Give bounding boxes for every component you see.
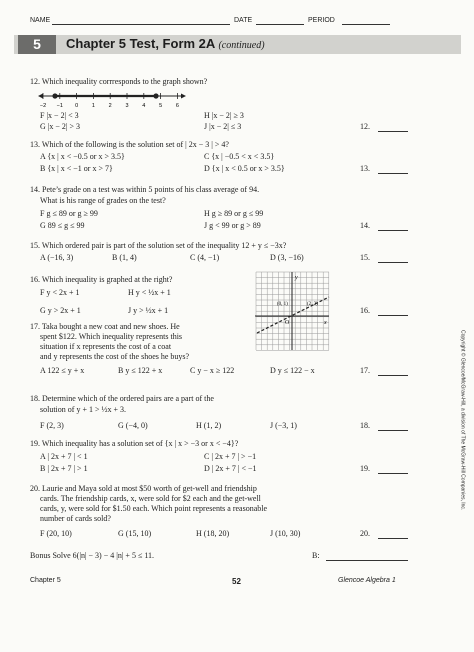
- tick-label: 6: [175, 103, 179, 109]
- copyright-note: Copyright © Glencoe/McGraw-Hill, a division of The McGraw-Hill Companies, Inc.: [459, 330, 465, 511]
- q20-option-j[interactable]: J (10, 30): [270, 529, 301, 538]
- q15-option-d[interactable]: D (3, −16): [270, 253, 304, 262]
- q20-option-g[interactable]: G (15, 10): [118, 529, 152, 538]
- q17-option-c[interactable]: C y − x ≥ 122: [190, 366, 235, 375]
- boundary-line: [257, 297, 329, 333]
- q15-option-c[interactable]: C (4, −1): [190, 253, 220, 262]
- date-label: DATE: [234, 17, 253, 24]
- q16-option-h[interactable]: H y < ½x + 1: [128, 288, 171, 297]
- endpoint-left: [52, 93, 57, 98]
- q19-option-a[interactable]: A | 2x + 7 | < 1: [40, 452, 88, 461]
- q19-option-c[interactable]: C | 2x + 7 | > −1: [204, 452, 257, 461]
- endpoint-right: [153, 93, 158, 98]
- q12-answer-label: 12.: [360, 122, 370, 131]
- q17-stem-4: and y represents the cost of the shoes he buys?: [40, 352, 190, 361]
- q15-answer-label: 15.: [360, 253, 370, 262]
- q16-stem: 16. Which inequality is graphed at the right?: [30, 275, 173, 284]
- q15-answer-blank[interactable]: [378, 262, 408, 263]
- q17-option-d[interactable]: D y ≤ 122 − x: [270, 366, 315, 375]
- q18-stem-2: solution of y + 1 > ½x + 3.: [40, 405, 126, 414]
- footer-chapter: Chapter 5: [30, 577, 61, 584]
- q20-stem-1: 20. Laurie and Maya sold at most $50 worth of get-well and friendship: [30, 484, 257, 493]
- q12-number-line: [38, 89, 188, 109]
- tick-label: −1: [56, 103, 63, 109]
- q20-option-f[interactable]: F (20, 10): [40, 529, 72, 538]
- bonus-answer-blank[interactable]: [326, 560, 408, 561]
- q14-option-g[interactable]: G 89 ≤ g ≤ 99: [40, 221, 85, 230]
- q16-option-j[interactable]: J y > ½x + 1: [128, 306, 169, 315]
- q20-option-h[interactable]: H (18, 20): [196, 529, 230, 538]
- q19-answer-blank[interactable]: [378, 473, 408, 474]
- q16-answer-blank[interactable]: [378, 315, 408, 316]
- q20-stem-2: cards. The friendship cards, x, were sold for $2 each and the get-well: [40, 494, 261, 503]
- q13-answer-blank[interactable]: [378, 173, 408, 174]
- tick-label: −2: [39, 103, 47, 109]
- q18-answer-blank[interactable]: [378, 430, 408, 431]
- q14-option-j[interactable]: J g < 99 or g > 89: [204, 221, 261, 230]
- q19-answer-label: 19.: [360, 464, 370, 473]
- name-line: [52, 24, 230, 25]
- q19-option-d[interactable]: D | 2x + 7 | < −1: [204, 464, 257, 473]
- q14-stem-1: 14. Pete’s grade on a test was within 5 points of his class average of 94.: [30, 185, 260, 194]
- q13-option-c[interactable]: C {x | −0.5 < x < 3.5}: [204, 152, 275, 161]
- period-label: PERIOD: [308, 17, 335, 24]
- q12-option-h[interactable]: H |x − 2| ≥ 3: [204, 111, 244, 120]
- q16-graph: [253, 270, 331, 352]
- q14-answer-label: 14.: [360, 221, 370, 230]
- q16-answer-label: 16.: [360, 306, 370, 315]
- q15-stem: 15. Which ordered pair is part of the solution set of the inequality 12 + y ≤ −3x?: [30, 241, 287, 250]
- q18-option-g[interactable]: G (−4, 0): [118, 421, 148, 430]
- bonus-answer-label: B:: [312, 551, 320, 560]
- tick-label: 2: [108, 103, 112, 109]
- name-label: NAME: [30, 17, 51, 24]
- period-line: [342, 24, 390, 25]
- tick-label: 1: [91, 103, 95, 109]
- q18-option-j[interactable]: J (−3, 1): [270, 421, 297, 430]
- q17-stem-3: situation if x represents the cost of a coat: [40, 342, 172, 351]
- q17-option-a[interactable]: A 122 ≤ y + x: [40, 366, 85, 375]
- q12-option-g[interactable]: G |x − 2| > 3: [40, 122, 81, 131]
- q18-option-f[interactable]: F (2, 3): [40, 421, 64, 430]
- q17-option-b[interactable]: B y ≤ 122 + x: [118, 366, 163, 375]
- tick-label: 3: [125, 103, 129, 109]
- page-number: 52: [232, 577, 241, 586]
- q20-answer-label: 20.: [360, 529, 370, 538]
- q16-option-g[interactable]: G y > 2x + 1: [40, 306, 81, 315]
- q17-stem-2: spent $122. Which inequality represents this: [40, 332, 183, 341]
- q14-answer-blank[interactable]: [378, 230, 408, 231]
- q19-option-b[interactable]: B | 2x + 7 | > 1: [40, 464, 88, 473]
- q20-stem-4: number of cards sold?: [40, 514, 111, 523]
- q15-option-b[interactable]: B (1, 4): [112, 253, 137, 262]
- q14-option-h[interactable]: H g ≥ 89 or g ≤ 99: [204, 209, 264, 218]
- q19-stem: 19. Which inequality has a solution set of {x | x > −3 or x < −4}?: [30, 439, 239, 448]
- q12-answer-blank[interactable]: [378, 131, 408, 132]
- q18-stem-1: 18. Determine which of the ordered pairs are a part of the: [30, 394, 214, 403]
- q18-answer-label: 18.: [360, 421, 370, 430]
- q20-answer-blank[interactable]: [378, 538, 408, 539]
- q12-stem: 12. Which inequality corrresponds to the graph shown?: [30, 77, 208, 86]
- tick-label: 0: [75, 103, 79, 109]
- footer-book: Glencoe Algebra 1: [338, 577, 396, 584]
- q13-answer-label: 13.: [360, 164, 370, 173]
- q13-option-b[interactable]: B {x | x < −1 or x > 7}: [40, 164, 113, 173]
- q14-stem-2: What is his range of grades on the test?: [40, 196, 166, 205]
- q17-stem-1: 17. Taka bought a new coat and new shoes. He: [30, 322, 180, 331]
- q17-answer-label: 17.: [360, 366, 370, 375]
- tick-label: 4: [142, 103, 146, 109]
- date-line: [256, 24, 304, 25]
- q14-option-f[interactable]: F g ≤ 89 or g ≥ 99: [40, 209, 98, 218]
- point-label-1: (0, 1): [277, 302, 288, 307]
- origin-label: O: [285, 320, 290, 326]
- q20-stem-3: cards, y, were sold for $1.50 each. Which point represents a reasonable: [40, 504, 268, 513]
- q17-answer-blank[interactable]: [378, 375, 408, 376]
- x-axis-label: x: [324, 320, 327, 326]
- tick-label: 5: [159, 103, 163, 109]
- q16-option-f[interactable]: F y < 2x + 1: [40, 288, 80, 297]
- page-title: Chapter 5 Test, Form 2A (continued): [66, 36, 265, 51]
- q13-option-a[interactable]: A {x | x < −0.5 or x > 3.5}: [40, 152, 125, 161]
- q12-option-j[interactable]: J |x − 2| ≤ 3: [204, 122, 242, 131]
- point-label-2: (2, 2): [307, 302, 318, 307]
- bonus-question: Bonus Solve 6(|n| − 3) − 4 |n| + 5 ≤ 11.: [30, 551, 155, 560]
- q13-stem: 13. Which of the following is the solution set of | 2x − 3 | > 4?: [30, 140, 229, 149]
- q12-option-f[interactable]: F |x − 2| < 3: [40, 111, 79, 120]
- q18-option-h[interactable]: H (1, 2): [196, 421, 222, 430]
- y-axis-label: y: [295, 275, 298, 281]
- q13-option-d[interactable]: D {x | x < 0.5 or x > 3.5}: [204, 164, 285, 173]
- chapter-number: 5: [18, 35, 56, 54]
- q15-option-a[interactable]: A (−16, 3): [40, 253, 74, 262]
